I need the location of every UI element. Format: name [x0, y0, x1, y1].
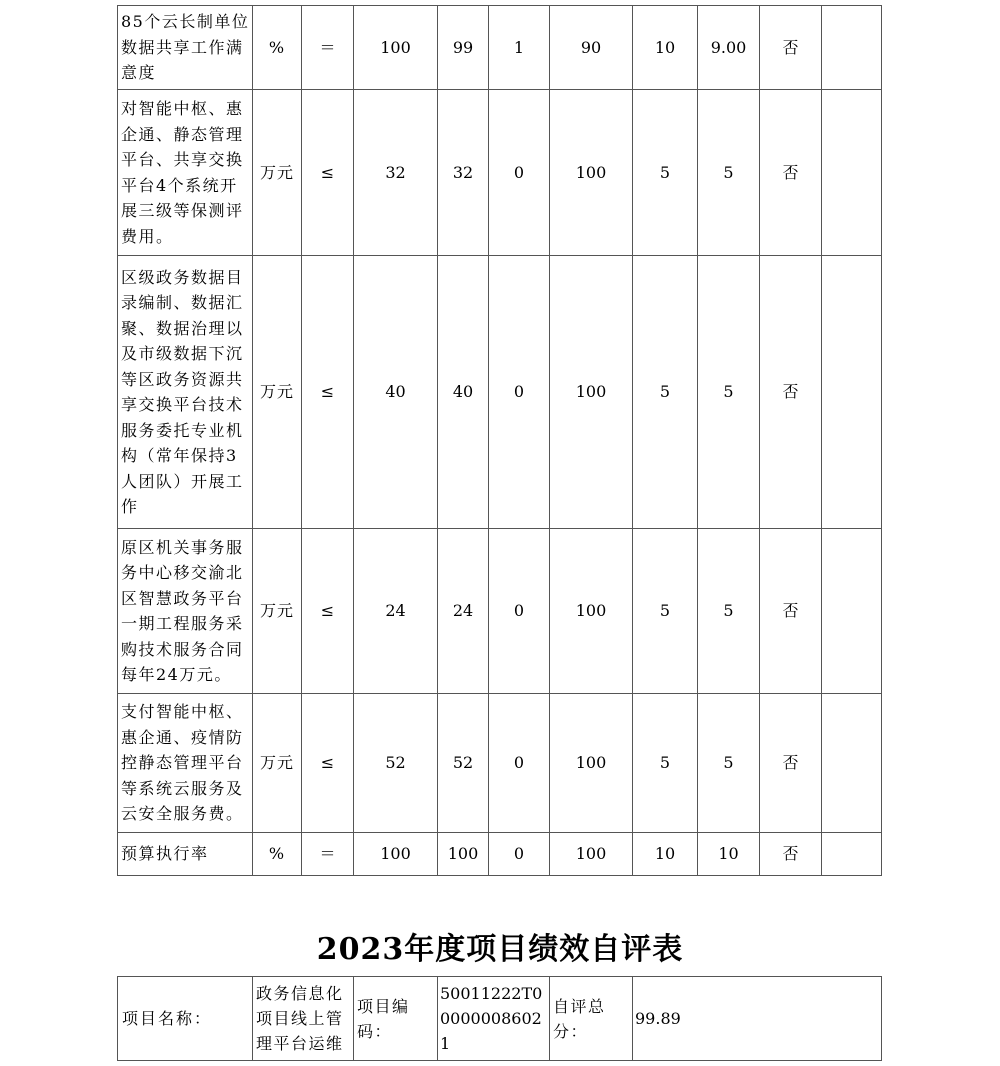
- target-value: 100: [354, 6, 438, 90]
- weight-value: 10: [633, 6, 698, 90]
- project-code-label: 项目编码：: [354, 977, 438, 1061]
- target-value: 100: [354, 833, 438, 876]
- completion-rate: 100: [550, 90, 633, 256]
- unit-cell: %: [253, 833, 302, 876]
- flag-cell: 否: [760, 6, 822, 90]
- actual-value: 40: [438, 256, 489, 529]
- flag-cell: 否: [760, 833, 822, 876]
- remark-cell: [822, 6, 882, 90]
- deviation-value: 0: [489, 529, 550, 694]
- completion-rate: 100: [550, 833, 633, 876]
- remark-cell: [822, 529, 882, 694]
- actual-value: 52: [438, 694, 489, 833]
- score-value: 9.00: [698, 6, 760, 90]
- actual-value: 99: [438, 6, 489, 90]
- project-code-value: 50011222T000000086021: [438, 977, 550, 1061]
- indicator-description: 预算执行率: [118, 833, 253, 876]
- weight-value: 5: [633, 256, 698, 529]
- score-value: 5: [698, 529, 760, 694]
- performance-indicator-table: [117, 5, 882, 876]
- unit-cell: 万元: [253, 256, 302, 529]
- indicator-row: [118, 694, 882, 833]
- flag-cell: 否: [760, 529, 822, 694]
- self-score-label: 自评总分：: [550, 977, 633, 1061]
- operator-cell: ≤: [302, 90, 354, 256]
- target-value: 40: [354, 256, 438, 529]
- deviation-value: 0: [489, 256, 550, 529]
- project-name-value: 政务信息化项目线上管理平台运维: [253, 977, 354, 1061]
- operator-cell: ≤: [302, 256, 354, 529]
- operator-cell: ≤: [302, 529, 354, 694]
- project-info-table: [117, 976, 882, 1061]
- completion-rate: 100: [550, 256, 633, 529]
- project-info-row: [118, 977, 882, 1061]
- indicator-description: 对智能中枢、惠企通、静态管理平台、共享交换平台4个系统开展三级等保测评费用。: [118, 90, 253, 256]
- indicator-row: [118, 6, 882, 90]
- score-value: 10: [698, 833, 760, 876]
- indicator-row: [118, 833, 882, 876]
- target-value: 32: [354, 90, 438, 256]
- score-value: 5: [698, 256, 760, 529]
- weight-value: 5: [633, 529, 698, 694]
- score-value: 5: [698, 694, 760, 833]
- weight-value: 5: [633, 694, 698, 833]
- weight-value: 10: [633, 833, 698, 876]
- remark-cell: [822, 256, 882, 529]
- completion-rate: 90: [550, 6, 633, 90]
- remark-cell: [822, 833, 882, 876]
- weight-value: 5: [633, 90, 698, 256]
- unit-cell: 万元: [253, 529, 302, 694]
- target-value: 52: [354, 694, 438, 833]
- actual-value: 32: [438, 90, 489, 256]
- indicator-description: 支付智能中枢、惠企通、疫情防控静态管理平台等系统云服务及云安全服务费。: [118, 694, 253, 833]
- indicator-row: [118, 90, 882, 256]
- indicator-row: [118, 529, 882, 694]
- score-value: 5: [698, 90, 760, 256]
- unit-cell: %: [253, 6, 302, 90]
- flag-cell: 否: [760, 90, 822, 256]
- completion-rate: 100: [550, 529, 633, 694]
- indicator-description: 区级政务数据目录编制、数据汇聚、数据治理以及市级数据下沉等区政务资源共享交换平台技术服务委托专业机构（常年保持3人团队）开展工作: [118, 256, 253, 529]
- indicator-description: 85个云长制单位数据共享工作满意度: [118, 6, 253, 90]
- self-score-value: 99.89: [633, 977, 882, 1061]
- deviation-value: 0: [489, 90, 550, 256]
- deviation-value: 0: [489, 833, 550, 876]
- indicator-row: [118, 256, 882, 529]
- operator-cell: ＝: [302, 833, 354, 876]
- completion-rate: 100: [550, 694, 633, 833]
- target-value: 24: [354, 529, 438, 694]
- project-name-label: 项目名称：: [118, 977, 253, 1061]
- page-title: 2023年度项目绩效自评表: [316, 932, 684, 967]
- unit-cell: 万元: [253, 90, 302, 256]
- actual-value: 24: [438, 529, 489, 694]
- remark-cell: [822, 694, 882, 833]
- unit-cell: 万元: [253, 694, 302, 833]
- flag-cell: 否: [760, 694, 822, 833]
- operator-cell: ＝: [302, 6, 354, 90]
- operator-cell: ≤: [302, 694, 354, 833]
- deviation-value: 1: [489, 6, 550, 90]
- deviation-value: 0: [489, 694, 550, 833]
- flag-cell: 否: [760, 256, 822, 529]
- actual-value: 100: [438, 833, 489, 876]
- remark-cell: [822, 90, 882, 256]
- indicator-description: 原区机关事务服务中心移交渝北区智慧政务平台一期工程服务采购技术服务合同每年24万元。: [118, 529, 253, 694]
